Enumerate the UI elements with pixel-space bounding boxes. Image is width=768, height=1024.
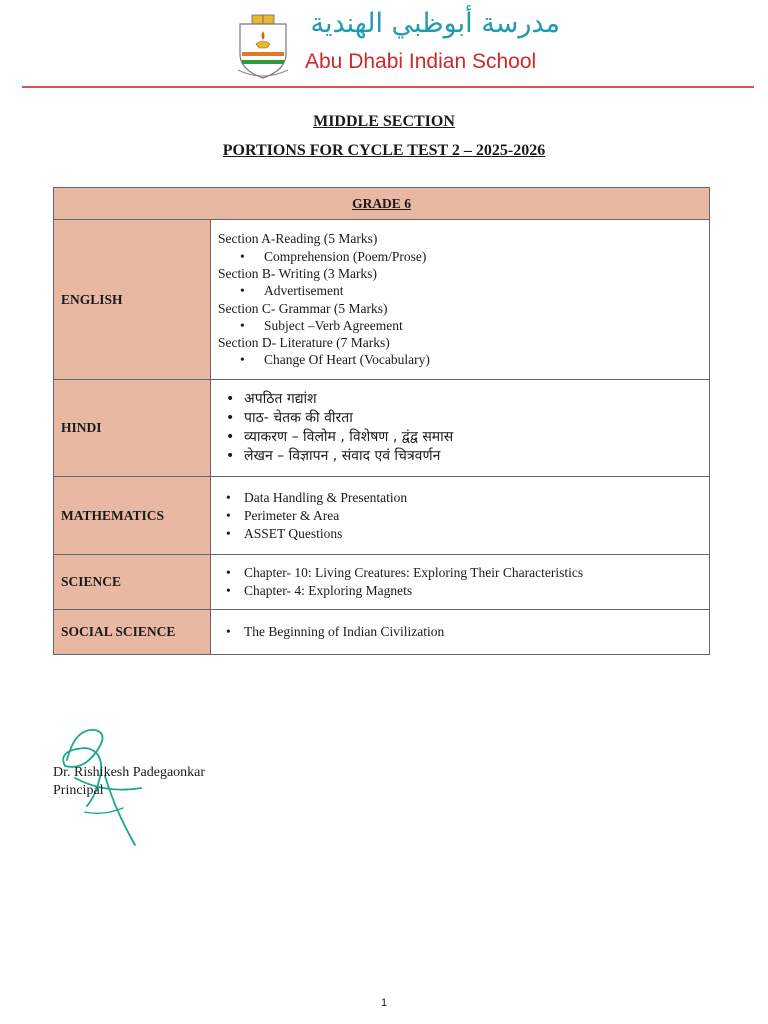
subject-hindi: HINDI (54, 380, 211, 477)
page-number: 1 (380, 997, 388, 1009)
school-name-arabic: مدرسة أبوظبي الهندية (310, 8, 560, 39)
table-row (54, 477, 710, 555)
grade-label: GRADE 6 (54, 188, 710, 220)
section-title: MIDDLE SECTION (313, 113, 455, 130)
section-heading: Section D- Literature (7 Marks) (218, 335, 390, 351)
list-item: • Data Handling & Presentation (226, 489, 408, 505)
list-item: • Advertisement (240, 283, 344, 299)
list-item: • Perimeter & Area (226, 507, 340, 523)
section-heading: Section B- Writing (3 Marks) (218, 265, 377, 281)
header-divider (22, 86, 754, 88)
subject-mathematics: MATHEMATICS (54, 477, 211, 555)
principal-name: Dr. Rishikesh Padegaonkar (53, 765, 206, 780)
list-item: • The Beginning of Indian Civilization (226, 624, 445, 639)
section-heading: Section C- Grammar (5 Marks) (218, 300, 388, 316)
school-name-english: Abu Dhabi Indian School (305, 50, 537, 73)
table-row (54, 380, 710, 477)
section-heading: Section A-Reading (5 Marks) (218, 231, 378, 247)
list-item: • व्याकरण – विलोम , विशेषण , द्वंद्व समास (226, 429, 454, 445)
list-item: • Subject –Verb Agreement (240, 317, 403, 333)
table-row (54, 555, 710, 610)
table-row (54, 610, 710, 655)
list-item: • Chapter- 10: Living Creatures: Exploring Their Characteristics (226, 565, 584, 580)
list-item: • ASSET Questions (226, 525, 343, 541)
subject-english: ENGLISH (54, 220, 211, 380)
portions-table (53, 187, 710, 655)
science-content (211, 555, 710, 610)
principal-title: Principal (53, 783, 104, 798)
list-item: • Comprehension (Poem/Prose) (240, 248, 427, 264)
english-content (211, 220, 710, 380)
table-row (54, 220, 710, 380)
list-item: • लेखन – विज्ञापन , संवाद एवं चित्रवर्णन (226, 448, 441, 464)
list-item: • Change Of Heart (Vocabulary) (240, 352, 430, 368)
mathematics-content (211, 477, 710, 555)
document-title: PORTIONS FOR CYCLE TEST 2 – 2025-2026 (222, 142, 546, 159)
subject-social-science: SOCIAL SCIENCE (54, 610, 211, 655)
list-item: • Chapter- 4: Exploring Magnets (226, 583, 413, 598)
subject-science: SCIENCE (54, 555, 211, 610)
list-item: • पाठ- चेतक की वीरता (226, 410, 353, 426)
list-item: • अपठित गद्यांश (226, 391, 317, 407)
social-science-content (211, 610, 710, 655)
hindi-content (211, 380, 710, 477)
grade-header-row (54, 188, 710, 220)
school-crest-icon (234, 14, 292, 82)
